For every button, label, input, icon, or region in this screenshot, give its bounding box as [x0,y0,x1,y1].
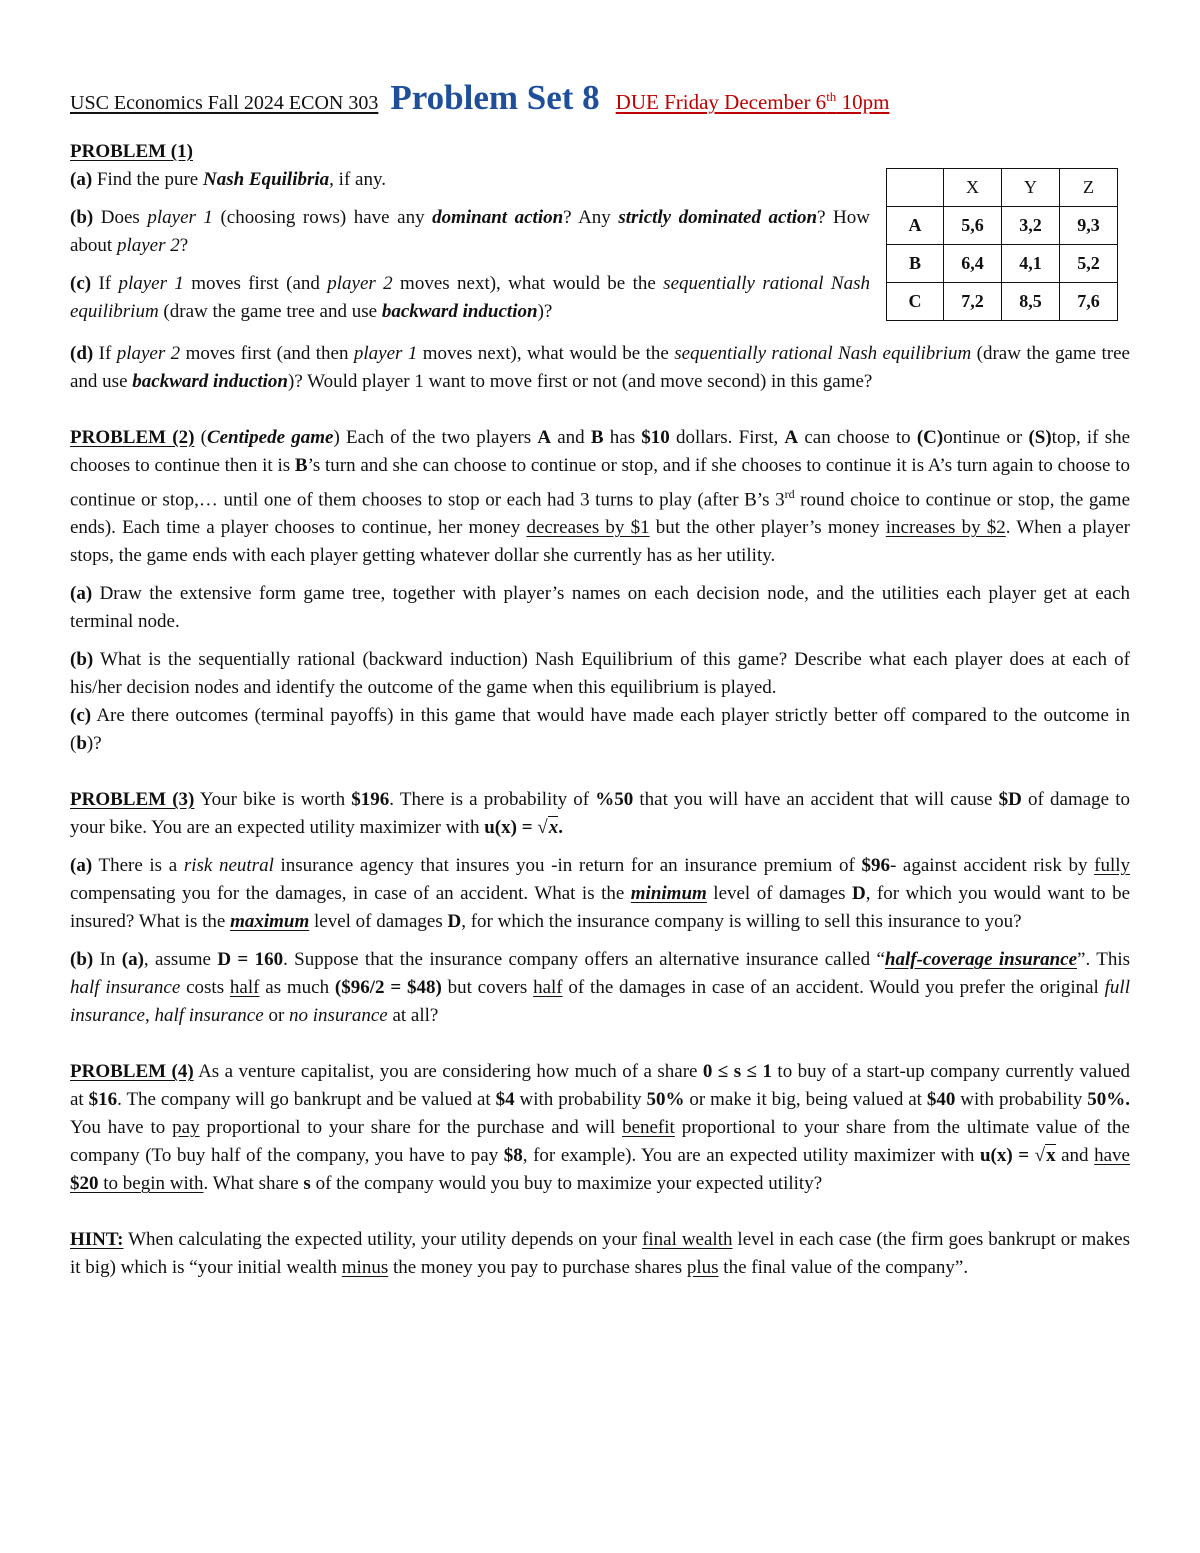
problem-1-part-a: (a) Find the pure Nash Equilibria, if any. [70,169,386,190]
due-date-time: 10pm [836,90,890,114]
payoff-row [887,245,1118,283]
sqrt-symbol: √x [1034,1145,1056,1167]
problem-2-part-c: (c) Are there outcomes (terminal payoffs) in this game that would have made each player strictly better off compared to the outcome in (b)? [70,705,1130,755]
problem-2-intro: PROBLEM (2) (Centipede game) Each of the two players A and B has $10 dollars. First, A can choose to (C)ontinue or (S)top, if she chooses to continue then it is B’s turn and she can choose to continue or stop, and if she chooses to continue it is A’s turn again to choose to continue or stop,… until one of them chooses to stop or each had 3 turns to play (after B’s 3rd round choice to continue or stop, the game ends). Each time a player chooses to continue, her money decreases by $1 but the other player’s money increases by $2. When a player stops, the game ends with each player getting whatever dollar she currently has as her utility. [70,427,1131,567]
row-header: A [887,207,944,245]
column-header: Z [1060,169,1118,207]
due-date-sup: th [826,89,837,104]
problem-2-part-a: (a) Draw the extensive form game tree, together with player’s names on each decision node, and the utilities each player get at each terminal node. [70,583,1130,633]
problem-1-part-d: (d) If player 2 moves first (and then player 1 moves next), what would be the sequentially rational Nash equilibrium (draw the game tree and use backward induction)? Would player 1 want to move first or not (and move second) in this game? [70,343,1130,392]
course-title: USC Economics Fall 2024 ECON 303 [70,92,379,114]
document-page [70,78,1131,1279]
payoff-cell: 9,3 [1060,207,1118,245]
column-header: X [944,169,1002,207]
row-header: B [887,245,944,283]
sqrt-symbol: √x [537,817,559,839]
problem-1-title: PROBLEM (1) [70,141,193,162]
document-body [70,340,1130,1282]
hint-title: HINT: [70,1229,124,1251]
payoff-cell: 3,2 [1002,207,1060,245]
problem-4-text: PROBLEM (4) As a venture capitalist, you are considering how much of a share 0 ≤ s ≤ 1 to buy of a start-up company currently valued at $16. The company will go bankrupt and be valued at $4 with probability 50% or make it big, being valued at $40 with probability 50%. You have to pay proportional to your share for the purchase and will benefit proportional to your share from the ultimate value of the company (To buy half of the company, you have to pay $8, for example). You are an expected utility maximizer with u(x) = √x and have $20 to begin with. What share s of the company would you buy to maximize your expected utility? [70,1061,1130,1195]
payoff-matrix [886,168,1118,321]
problem-3-intro: PROBLEM (3) Your bike is worth $196. There is a probability of %50 that you will have an accident that will cause $D of damage to your bike. You are an expected utility maximizer with u(x) = √x. [70,789,1131,839]
payoff-cell: 4,1 [1002,245,1060,283]
payoff-cell: 6,4 [944,245,1002,283]
payoff-cell: 7,6 [1060,283,1118,321]
problem-1 [70,138,870,326]
payoff-cell: 7,2 [944,283,1002,321]
payoff-cell: 8,5 [1002,283,1060,321]
payoff-corner-cell [887,169,944,207]
row-header: C [887,283,944,321]
hint-text: HINT: When calculating the expected utility, your utility depends on your final wealth level in each case (the firm goes bankrupt or makes it big) which is “your initial wealth minus the money you pay to purchase shares plus the final value of the company”. [70,1229,1131,1279]
problem-3-part-b: (b) In (a), assume D = 160. Suppose that the insurance company offers an alternative insurance called “half-coverage insurance”. This half insurance costs half as much ($96/2 = $48) but covers half of the damages in case of an accident. Would you prefer the original full insurance, half insurance or no insurance at all? [70,949,1131,1027]
payoff-cell: 5,6 [944,207,1002,245]
problem-1-part-c: (c) If player 1 moves first (and player 2 moves next), what would be the sequentially rational Nash equilibrium (draw the game tree and use backward induction)? [70,273,870,322]
payoff-header-row [887,169,1118,207]
document-header [70,78,1130,118]
problem-set-title: Problem Set 8 [390,78,600,117]
problem-4-title: PROBLEM (4) [70,1061,194,1083]
problem-1-part-b: (b) Does player 1 (choosing rows) have any dominant action? Any strictly dominated action? How about player 2? [70,207,870,256]
problem-2-title: PROBLEM (2) [70,427,195,448]
column-header: Y [1002,169,1060,207]
payoff-cell: 5,2 [1060,245,1118,283]
due-date-main: DUE Friday December 6 [615,90,827,114]
problem-3-part-a: (a) There is a risk neutral insurance agency that insures you -in return for an insurance premium of $96- against accident risk by fully compensating you for the damages, in case of an accident. What is the minimum level of damages D, for which you would want to be insured? What is the maximum level of damages D, for which the insurance company is willing to sell this insurance to you? [70,855,1131,933]
payoff-row [887,283,1118,321]
problem-2-part-b: (b) What is the sequentially rational (backward induction) Nash Equilibrium of this game? Describe what each player does at each of his/her decision nodes and identify the outcome of the game when this equilibrium is played. [70,649,1130,699]
problem-3-title: PROBLEM (3) [70,789,195,811]
payoff-row [887,207,1118,245]
due-date [616,89,890,115]
